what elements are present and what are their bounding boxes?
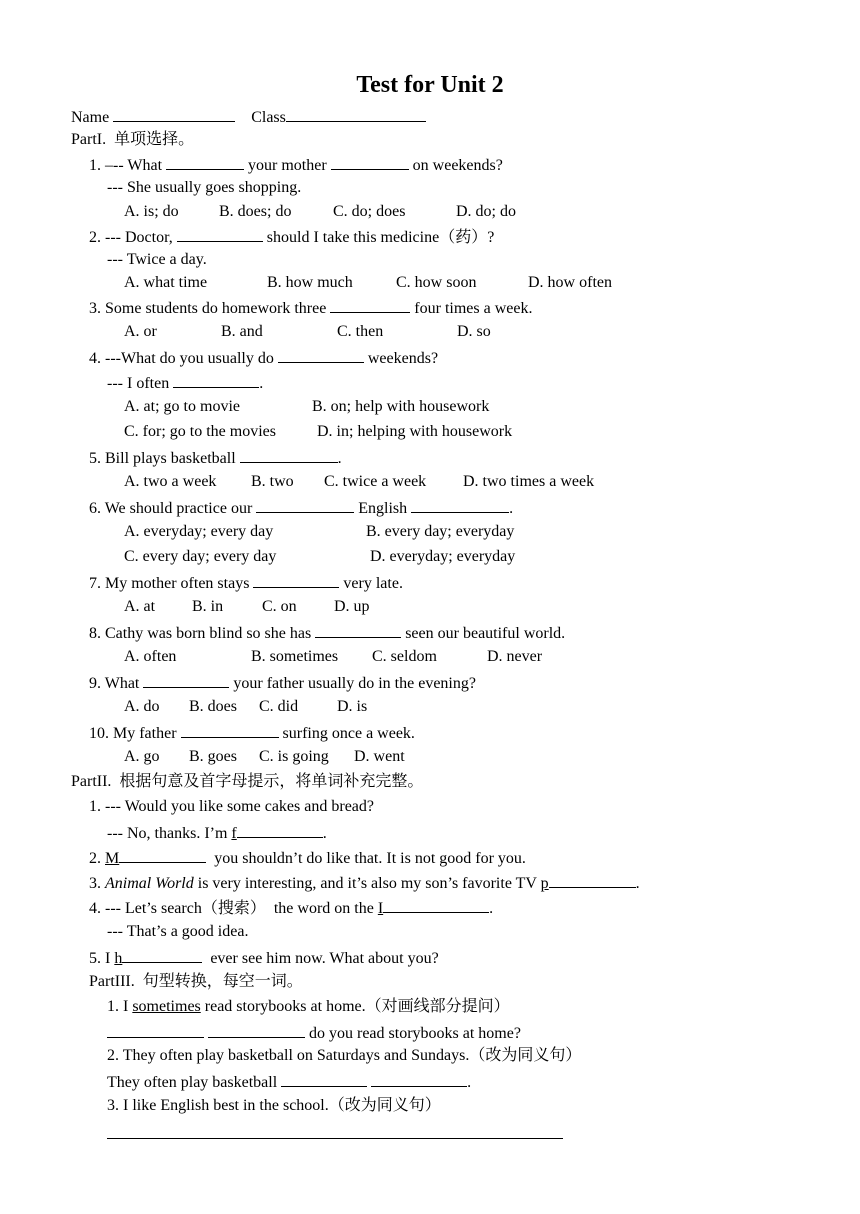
question-4 [89,347,438,369]
question-8 [89,622,565,644]
part2-heading: PartII. 根据句意及首字母提示，将单词补充完整。 [71,773,424,790]
answer-blank[interactable] [143,672,229,688]
answer-blank[interactable] [315,622,401,638]
question-1-answer: --- She usually goes shopping. [107,179,302,196]
question-text: --- No, thanks. I’m [107,825,228,842]
question-8-option-a[interactable]: A. often [124,648,177,665]
part2-question-3 [89,872,640,894]
question-5-option-d[interactable]: D. two times a week [463,473,595,490]
question-text: They often play basketball on Saturdays and Sundays.（改为同义句） [122,1047,582,1064]
question-text: My father [113,725,177,742]
question-text: . [635,875,640,892]
answer-blank[interactable] [256,497,354,513]
question-text: I [123,998,129,1015]
question-7-option-a[interactable]: A. at [124,598,156,615]
answer-blank[interactable] [177,226,263,242]
question-text: . [509,500,514,517]
question-4-option-c[interactable]: C. for; go to the movies [124,423,276,440]
question-text: My mother often stays [105,575,250,592]
first-letter-hint: I [377,900,384,917]
answer-blank[interactable] [549,872,636,888]
question-2 [89,226,494,248]
question-10-option-b[interactable]: B. goes [189,748,237,765]
question-1-option-b[interactable]: B. does; do [219,203,292,220]
question-1-option-d[interactable]: D. do; do [456,203,516,220]
question-2-option-b[interactable]: B. how much [267,274,353,291]
name-class-line [71,106,426,128]
question-number: 1. [89,157,101,174]
answer-blank[interactable] [411,497,509,513]
question-text: I [105,950,111,967]
part3-question-2-answer [107,1071,471,1093]
question-text-italic: Animal World [105,875,194,892]
question-9-option-b[interactable]: B. does [189,698,237,715]
question-6-option-d[interactable]: D. everyday; everyday [370,548,516,565]
question-6-option-c[interactable]: C. every day; every day [124,548,277,565]
question-text: –-- What [105,157,163,174]
question-2-option-d[interactable]: D. how often [528,274,612,291]
answer-blank[interactable] [237,822,323,838]
question-text: ever see him now. What about you? [210,950,439,967]
question-number: 4. [89,900,101,917]
answer-blank[interactable] [119,847,206,863]
question-5-option-c[interactable]: C. twice a week [324,473,427,490]
question-4-option-b[interactable]: B. on; help with housework [312,398,490,415]
question-7-option-c[interactable]: C. on [262,598,297,615]
name-label: Name [71,109,110,126]
question-6-option-a[interactable]: A. everyday; every day [124,523,274,540]
part3-question-3 [107,1096,441,1116]
question-text: your mother [248,157,327,174]
question-9-option-d[interactable]: D. is [337,698,368,715]
question-text: Some students do homework three [105,300,327,317]
question-1 [89,154,503,176]
question-number: 10. [89,725,109,742]
answer-blank[interactable] [166,154,244,170]
part2-question-4-answer: --- That’s a good idea. [107,923,249,940]
question-text: --- Would you like some cakes and bread? [105,798,374,815]
question-number: 5. [89,450,101,467]
question-text: Bill plays basketball [105,450,236,467]
question-number: 6. [89,500,101,517]
question-text: Cathy was born blind so she has [105,625,312,642]
question-text: on weekends? [412,157,503,174]
part1-heading: PartI. 单项选择。 [71,131,195,148]
question-9-option-c[interactable]: C. did [259,698,299,715]
question-3-option-c[interactable]: C. then [337,323,384,340]
question-text: English [358,500,408,517]
question-text: is very interesting, and it’s also my son’s favorite TV [197,875,537,892]
question-2-answer: --- Twice a day. [107,251,207,268]
question-number: 8. [89,625,101,642]
first-letter-hint: M [105,850,120,867]
answer-blank[interactable] [107,1022,204,1038]
question-number: 9. [89,675,101,692]
answer-blank[interactable] [173,372,259,388]
question-1-option-c[interactable]: C. do; does [333,203,406,220]
question-2-option-c[interactable]: C. how soon [396,274,477,291]
question-text: I like English best in the school.（改为同义句） [123,1097,441,1114]
answer-blank[interactable] [208,1022,305,1038]
question-7-option-b[interactable]: B. in [192,598,224,615]
question-text: --- I often [107,375,170,392]
part3-question-1 [107,997,510,1017]
question-text: . [322,825,327,842]
question-text: . [489,900,494,917]
answer-blank[interactable] [331,154,409,170]
question-8-option-c[interactable]: C. seldom [372,648,437,665]
answer-blank[interactable] [278,347,364,363]
question-2-option-a[interactable]: A. what time [124,274,208,291]
question-text: very late. [343,575,403,592]
question-6 [89,497,513,519]
question-text: four times a week. [414,300,533,317]
question-9-option-a[interactable]: A. do [124,698,160,715]
question-text: surfing once a week. [282,725,415,742]
question-text: you shouldn’t do like that. It is not good for you. [214,850,526,867]
answer-blank[interactable] [281,1071,367,1087]
question-number: 5. [89,950,101,967]
question-number: 7. [89,575,101,592]
question-4-option-d[interactable]: D. in; helping with housework [317,423,513,440]
question-number: 3. [89,300,101,317]
question-text: your father usually do in the evening? [233,675,476,692]
part3-question-1-answer [107,1022,521,1044]
answer-blank[interactable] [122,947,202,963]
first-letter-hint: f [231,825,237,842]
question-number: 3. [89,875,101,892]
question-number: 1. [89,798,101,815]
question-text: --- Let’s search（搜索） the word on the [105,900,374,917]
question-text: weekends? [367,350,439,367]
answer-blank[interactable] [383,897,489,913]
question-10-option-c[interactable]: C. is going [259,748,329,765]
question-text: ---What do you usually do [105,350,274,367]
part2-question-2 [89,847,526,869]
question-1-option-a[interactable]: A. is; do [124,203,179,220]
question-text: --- Doctor, [105,229,173,246]
question-7 [89,572,403,594]
question-number: 2. [89,229,101,246]
question-5 [89,447,342,469]
question-8-option-d[interactable]: D. never [487,648,543,665]
answer-blank[interactable] [371,1071,467,1087]
question-6-option-b[interactable]: B. every day; everyday [366,523,515,540]
question-number: 1. [107,998,119,1015]
part3-heading: PartIII. 句型转换，每空一词。 [89,973,303,990]
page-title: Test for Unit 2 [356,72,504,98]
answer-blank[interactable] [330,297,410,313]
question-9 [89,672,476,694]
question-3-option-a[interactable]: A. or [124,323,157,340]
answer-blank[interactable] [253,572,339,588]
question-10-option-a[interactable]: A. go [124,748,160,765]
question-text: read storybooks at home.（对画线部分提问） [204,998,510,1015]
part3-question-2 [107,1046,581,1066]
answer-blank[interactable] [181,722,279,738]
question-3-option-b[interactable]: B. and [221,323,263,340]
question-text: . [259,375,264,392]
class-blank[interactable] [286,106,426,122]
name-blank[interactable] [113,106,235,122]
question-4-option-a[interactable]: A. at; go to movie [124,398,240,415]
question-text: What [104,675,140,692]
underlined-word: sometimes [132,998,201,1015]
question-text: We should practice our [104,500,253,517]
part2-question-1 [89,797,374,817]
question-number: 4. [89,350,101,367]
question-text: . [337,450,342,467]
question-text: They often play basketball [107,1074,278,1091]
answer-line[interactable] [107,1138,563,1139]
question-8-option-b[interactable]: B. sometimes [251,648,339,665]
part2-question-1-answer [107,822,327,844]
question-3 [89,297,532,319]
question-text: seen our beautiful world. [405,625,566,642]
question-text: . [467,1074,472,1091]
answer-blank[interactable] [240,447,338,463]
question-number: 3. [107,1097,119,1114]
first-letter-hint: h [114,950,123,967]
class-label: Class [251,109,286,126]
question-3-option-d[interactable]: D. so [457,323,491,340]
question-4-answer [107,372,263,394]
question-10-option-d[interactable]: D. went [354,748,405,765]
question-text: do you read storybooks at home? [309,1025,521,1042]
part2-question-5 [89,947,439,969]
question-10 [89,722,415,744]
question-5-option-b[interactable]: B. two [251,473,294,490]
question-7-option-d[interactable]: D. up [334,598,370,615]
first-letter-hint: p [540,875,549,892]
question-number: 2. [107,1047,119,1064]
question-text: should I take this medicine（药）? [266,229,495,246]
part2-question-4 [89,897,493,919]
question-number: 2. [89,850,101,867]
question-5-option-a[interactable]: A. two a week [124,473,217,490]
